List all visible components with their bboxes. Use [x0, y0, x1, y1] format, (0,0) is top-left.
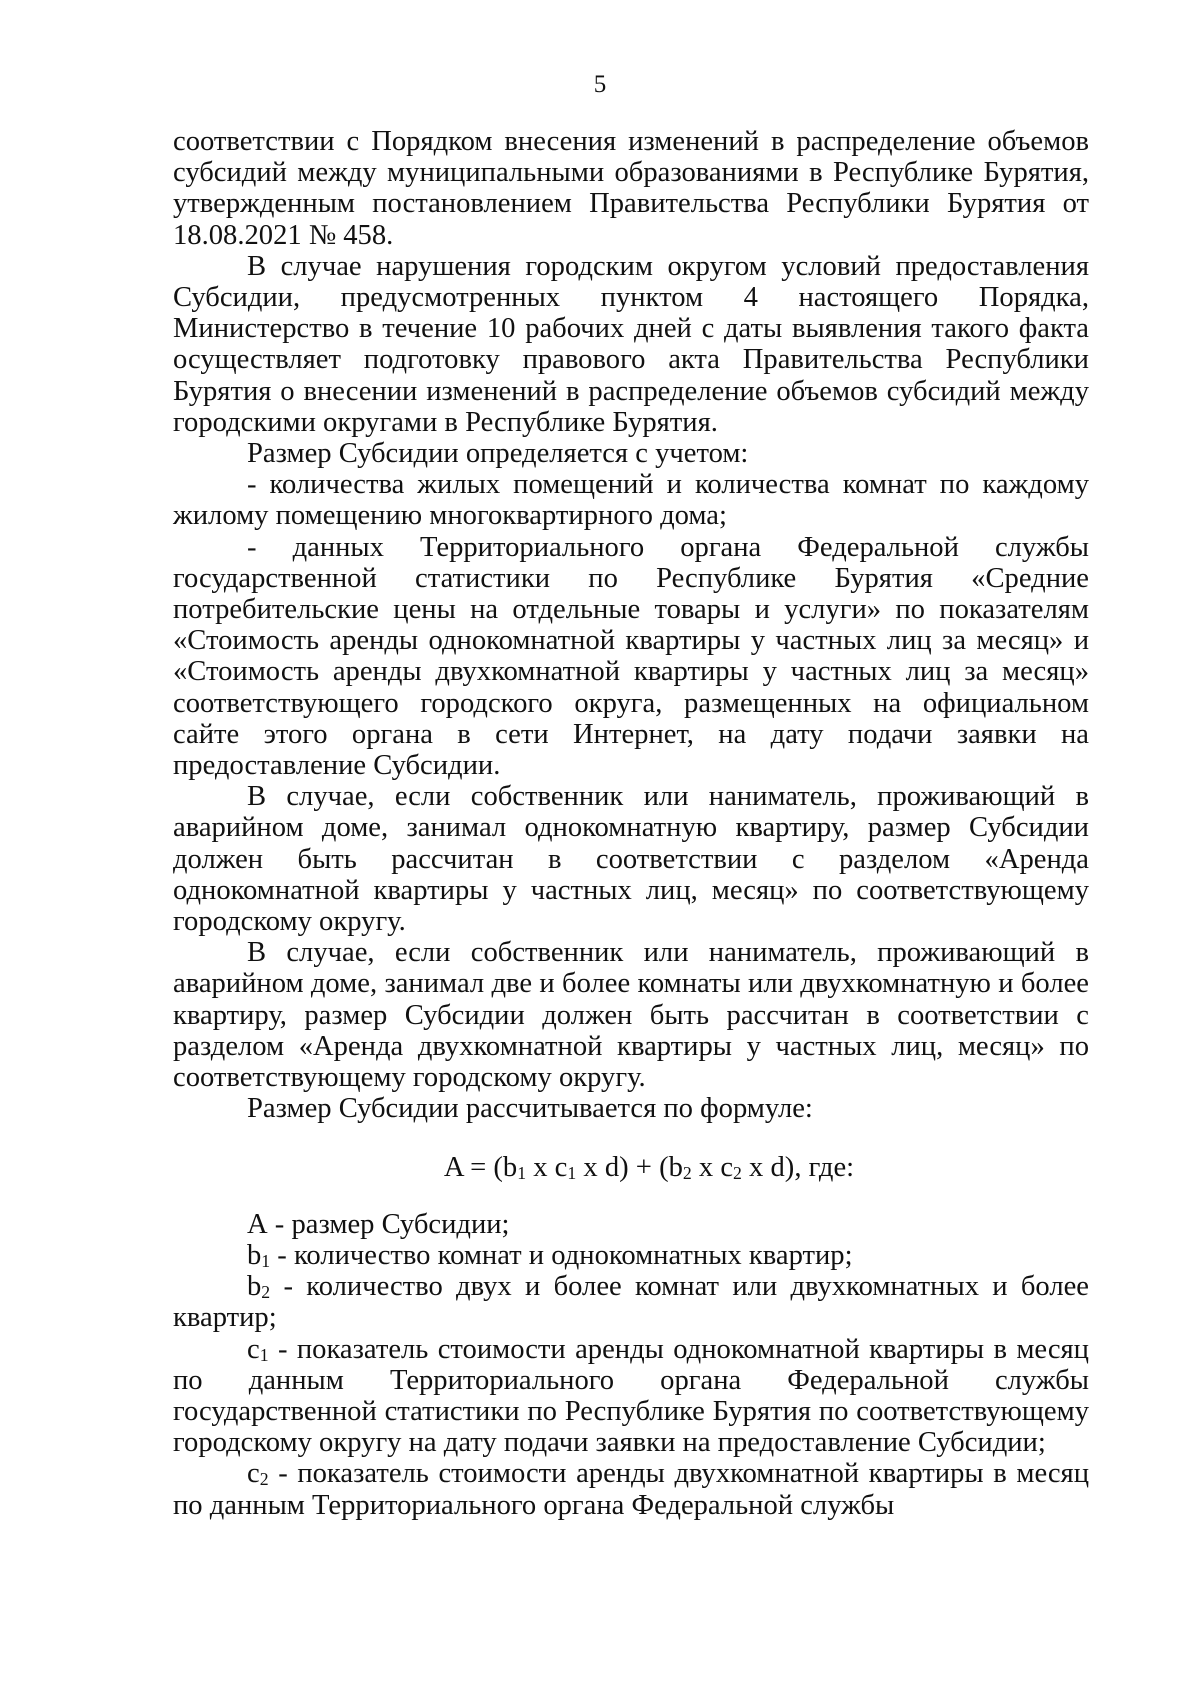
- definition-b1: b1 - количество комнат и однокомнатных квартир;: [247, 1239, 853, 1272]
- paragraph-formula-intro: Размер Субсидии рассчитывается по формуле:: [247, 1093, 813, 1125]
- list-item-premises: - количества жилых помещений и количества комнат по каждому жилому помещению многоквартирного дома;: [173, 469, 1089, 532]
- definition-c1: c1 - показатель стоимости аренды однокомнатной квартиры в месяц по данным Территориального органа Федеральной службы государственной статистики по Республике Бурятия по соответствующему городскому округу на дату подачи заявки на предоставление Субсидии;: [173, 1333, 1089, 1459]
- paragraph-size-basis: Размер Субсидии определяется с учетом:: [247, 438, 749, 470]
- definition-c2: c2 - показатель стоимости аренды двухкомнатной квартиры в месяц по данным Территориального органа Федеральной службы: [173, 1458, 1089, 1521]
- list-item-statistics: - данных Территориального органа Федеральной службы государственной статистики по Республике Бурятия «Средние потребительские цены на отдельные товары и услуги» по показателям «Стоимость аренды однокомнатной квартиры у частных лиц за месяц» и «Стоимость аренды двухкомнатной квартиры у частных лиц за месяц» соответствующего городского округа, размещенных на официальном сайте этого органа в сети Интернет, на дату подачи заявки на предоставление Субсидии.: [173, 531, 1089, 782]
- paragraph-continuation: соответствии с Порядком внесения изменений в распределение объемов субсидий между муниципальными образованиями в Республике Бурятия, утвержденным постановлением Правительства Республики Бурятия от 18.08.2021 № 458.: [173, 126, 1089, 251]
- page-number: 5: [593, 71, 607, 98]
- definition-b2: b2 - количество двух и более комнат или двухкомнатных и более квартир;: [173, 1271, 1089, 1334]
- document-body: [173, 126, 1089, 1521]
- paragraph-one-room-case: В случае, если собственник или наниматель, проживающий в аварийном доме, занимал однокомнатную квартиру, размер Субсидии должен быть рассчитан в соответствии с разделом «Аренда однокомнатной квартиры у частных лиц, месяц» по соответствующему городскому округу.: [173, 781, 1089, 938]
- subsidy-formula: A = (b1 x c1 x d) + (b2 x c2 x d), где:: [443, 1151, 855, 1183]
- paragraph-violation: В случае нарушения городским округом условий предоставления Субсидии, предусмотренных пунктом 4 настоящего Порядка, Министерство в течение 10 рабочих дней с даты выявления такого факта осуществляет подготовку правового акта Правительства Республики Бурятия о внесении изменений в распределение объемов субсидий между городскими округами в Республике Бурятия.: [173, 250, 1089, 438]
- paragraph-two-room-case: В случае, если собственник или наниматель, проживающий в аварийном доме, занимал две и более комнаты или двухкомнатную и более квартиру, размер Субсидии должен быть рассчитан в соответствии с разделом «Аренда двухкомнатной квартиры у частных лиц, месяц» по соответствующему городскому округу.: [173, 937, 1089, 1094]
- definition-a: А - размер Субсидии;: [247, 1208, 510, 1240]
